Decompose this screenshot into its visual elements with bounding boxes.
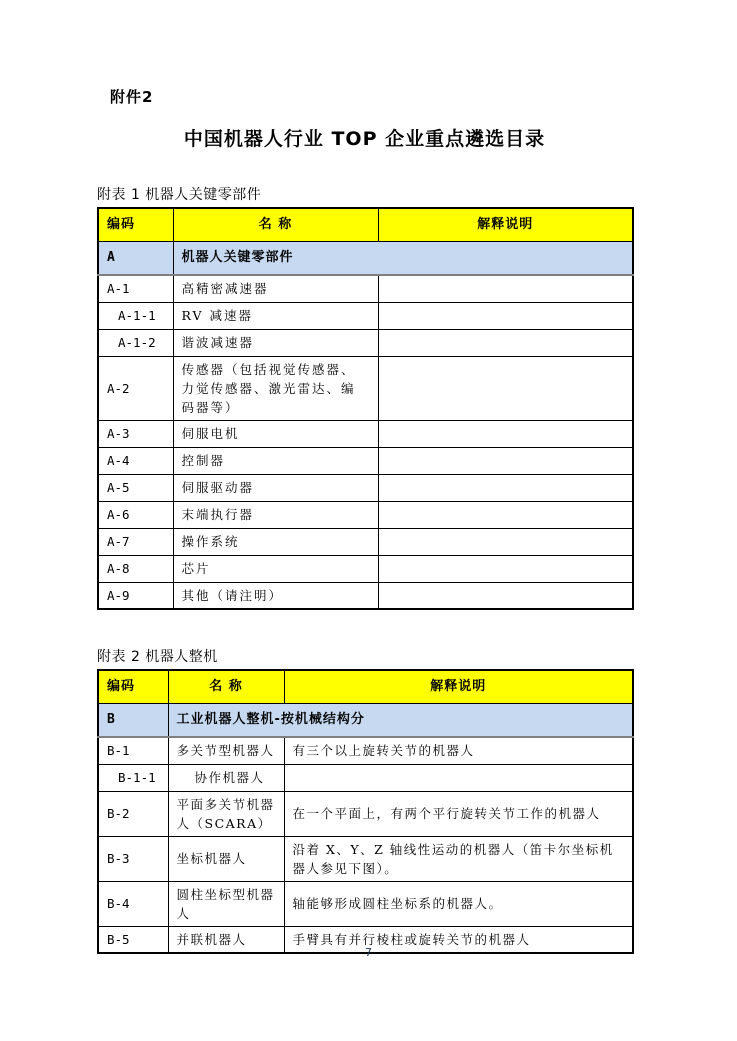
row-desc — [284, 764, 633, 791]
row-name: 其他（请注明） — [173, 582, 378, 609]
section-name: 工业机器人整机-按机械结构分 — [168, 703, 633, 737]
row-desc — [378, 356, 633, 420]
table-row — [98, 555, 633, 582]
table1-header-row — [98, 208, 633, 241]
table-row — [98, 881, 633, 926]
table1-header-code: 编码 — [98, 208, 173, 241]
row-desc — [378, 555, 633, 582]
row-code: A-5 — [98, 474, 173, 501]
row-desc — [378, 501, 633, 528]
row-desc — [378, 582, 633, 609]
table2-header-desc: 解释说明 — [284, 670, 633, 703]
row-name: 操作系统 — [173, 528, 378, 555]
row-desc — [378, 474, 633, 501]
row-code: A-1-2 — [98, 329, 173, 356]
row-code: B-3 — [98, 836, 168, 881]
table-row — [98, 474, 633, 501]
row-name: 控制器 — [173, 447, 378, 474]
row-code: B-1-1 — [98, 764, 168, 791]
row-name: 芯片 — [173, 555, 378, 582]
table-row — [98, 501, 633, 528]
table-row — [98, 329, 633, 356]
page-number: 7 — [365, 946, 372, 959]
row-code: B-1 — [98, 737, 168, 764]
row-code: A-2 — [98, 356, 173, 420]
row-code: B-2 — [98, 791, 168, 836]
table-row — [98, 737, 633, 764]
row-desc — [378, 329, 633, 356]
row-desc: 沿着 X、Y、Z 轴线性运动的机器人（笛卡尔坐标机器人参见下图）。 — [284, 836, 633, 881]
section-code: B — [98, 703, 168, 737]
row-code: A-6 — [98, 501, 173, 528]
row-code: A-1-1 — [98, 302, 173, 329]
row-desc — [378, 528, 633, 555]
row-name: 并联机器人 — [168, 926, 284, 953]
row-code: A-4 — [98, 447, 173, 474]
page-title: 中国机器人行业 TOP 企业重点遴选目录 — [183, 128, 546, 150]
row-desc — [378, 447, 633, 474]
row-name: 坐标机器人 — [168, 836, 284, 881]
row-code: A-1 — [98, 275, 173, 302]
row-desc — [378, 302, 633, 329]
row-name: 伺服电机 — [173, 420, 378, 447]
table-row — [98, 302, 633, 329]
table-row — [98, 528, 633, 555]
row-code: B-4 — [98, 881, 168, 926]
row-desc: 有三个以上旋转关节的机器人 — [284, 737, 633, 764]
row-name: 多关节型机器人 — [168, 737, 284, 764]
table-row — [98, 582, 633, 609]
row-code: A-9 — [98, 582, 173, 609]
section-name: 机器人关键零部件 — [173, 241, 633, 275]
table-row — [98, 447, 633, 474]
table-row — [98, 275, 633, 302]
table2-header-code: 编码 — [98, 670, 168, 703]
row-name: 协作机器人 — [168, 764, 284, 791]
row-code: A-7 — [98, 528, 173, 555]
row-name: 末端执行器 — [173, 501, 378, 528]
table-robot-machines — [97, 669, 634, 954]
row-name: 伺服驱动器 — [173, 474, 378, 501]
table-key-components — [97, 207, 634, 610]
row-desc — [378, 420, 633, 447]
table-row — [98, 764, 633, 791]
row-desc: 轴能够形成圆柱坐标系的机器人。 — [284, 881, 633, 926]
row-code: A-8 — [98, 555, 173, 582]
row-name: 圆柱坐标型机器人 — [168, 881, 284, 926]
row-desc: 手臂具有并行棱柱或旋转关节的机器人 — [284, 926, 633, 953]
table1-section-row — [98, 241, 633, 275]
row-code: B-5 — [98, 926, 168, 953]
row-desc: 在一个平面上，有两个平行旋转关节工作的机器人 — [284, 791, 633, 836]
table-row — [98, 356, 633, 420]
table-row — [98, 420, 633, 447]
attachment-label: 附件2 — [110, 88, 154, 106]
row-name: 平面多关节机器人（SCARA） — [168, 791, 284, 836]
row-code: A-3 — [98, 420, 173, 447]
table1-header-desc: 解释说明 — [378, 208, 633, 241]
table2-header-name: 名 称 — [168, 670, 284, 703]
row-name: 谐波减速器 — [173, 329, 378, 356]
table2-section-row — [98, 703, 633, 737]
row-name: RV 减速器 — [173, 302, 378, 329]
table2-caption: 附表 2 机器人整机 — [97, 649, 218, 665]
row-name: 传感器（包括视觉传感器、力觉传感器、激光雷达、编码器等） — [173, 356, 378, 420]
table1-header-name: 名 称 — [173, 208, 378, 241]
section-code: A — [98, 241, 173, 275]
table1-caption: 附表 1 机器人关键零部件 — [97, 187, 262, 203]
table-row — [98, 791, 633, 836]
table2-header-row — [98, 670, 633, 703]
row-desc — [378, 275, 633, 302]
table-row — [98, 836, 633, 881]
row-name: 高精密减速器 — [173, 275, 378, 302]
